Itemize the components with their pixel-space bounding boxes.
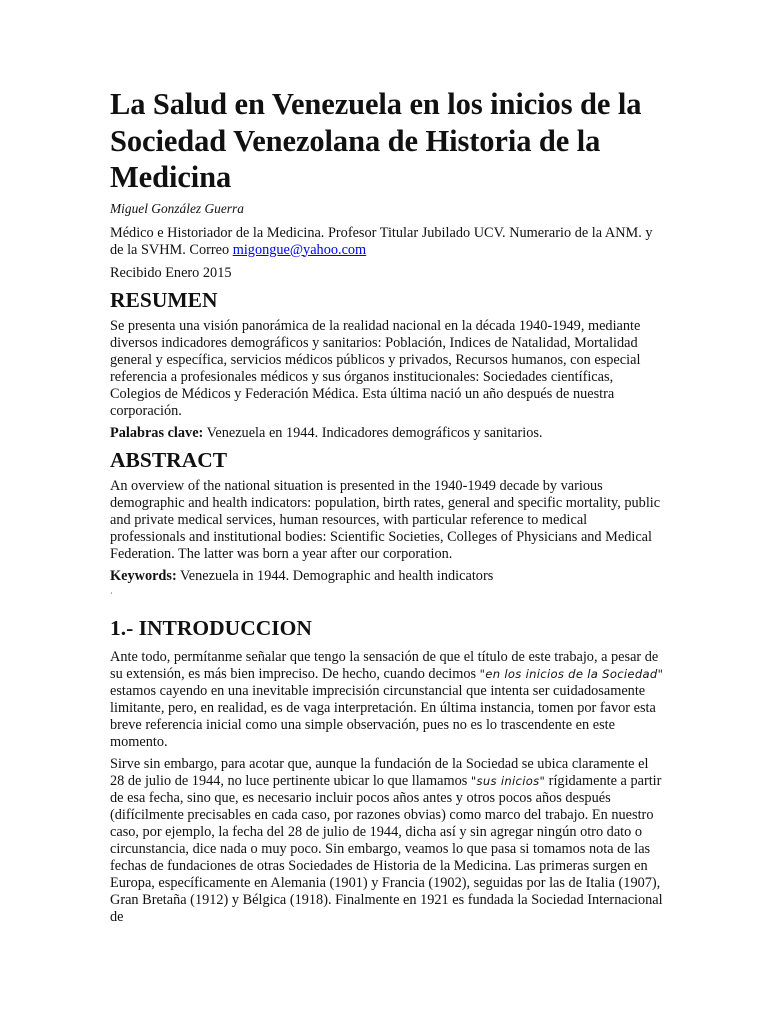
introduccion-heading: 1.- INTRODUCCION: [110, 615, 312, 640]
author-affiliation: [110, 225, 666, 259]
resumen-body: Se presenta una visión panorámica de la realidad nacional en la década 1940-1949, mediante diversos indicadores demográficos y sanitarios: Población, Indices de Natalidad, Mortalidad general y específica, servicios médicos públicos y privados, Recursos humanos, con especial referencia a profesionales médicos y sus órganos institucionales: Sociedades científicas, Colegios de Médicos y Federación Médica. Esta última nació un año después de nuestra corporación.: [110, 317, 641, 419]
resumen-keywords: [110, 425, 666, 442]
introduccion-paragraph-2: [110, 756, 666, 926]
keywords-en: Venezuela in 1944. Demographic and health indicators: [176, 567, 494, 584]
resumen-heading: RESUMEN: [110, 287, 218, 312]
email-link[interactable]: migongue@yahoo.com: [232, 241, 367, 258]
abstract-heading: ABSTRACT: [110, 447, 228, 472]
received-date: Recibido Enero 2015: [110, 264, 232, 281]
p1-text-b: estamos cayendo en una inevitable imprecisión circunstancial que intenta ser cuidadosamente limitante, pero, en realidad, es de vaga interpretación. En última instancia, tomen por favor esta breve referencia inicial como una simple observación, pues no es lo trascendente en este momento.: [110, 682, 656, 750]
introduccion-paragraph-1: [110, 649, 666, 751]
affiliation-text: Médico e Historiador de la Medicina. Profesor Titular Jubilado UCV. Numerario de la ANM. y de la SVHM. Correo: [110, 224, 653, 258]
p2-text-a: Sirve sin embargo, para acotar que, aunque la fundación de la Sociedad se ubica claramente el 28 de julio de 1944, no luce pertinente ubicar lo que llamamos: [110, 755, 649, 789]
p1-text-a: Ante todo, permítanme señalar que tengo la sensación de que el título de este trabajo, a pesar de su extensión, es más bien impreciso. De hecho, cuando decimos: [110, 648, 659, 682]
keywords-label-es: Palabras clave:: [110, 424, 204, 441]
author-name: Miguel González Guerra: [110, 200, 244, 216]
p2-quote: "sus inicios": [470, 773, 546, 788]
stray-mark: ·: [110, 588, 113, 598]
abstract-keywords: [110, 568, 666, 585]
p2-text-b: rígidamente a partir de esa fecha, sino que, es necesario incluir pocos años antes y otros pocos años después (difícilmente precisables en cada caso, por razones obvias) como marco del trabajo. En nuestro caso, por ejemplo, la fecha del 28 de julio de 1944, dicha así y sin agregar ningún otro dato o circunstancia, dice nada o muy poco. Sin embargo, veamos lo que pasa si tomamos nota de las fechas de fundaciones de otras Sociedades de Historia de la Medicina. Las primeras surgen en Europa, específicamente en Alemania (1901) y Francia (1902), seguidas por las de Italia (1907), Gran Bretaña (1912) y Bélgica (1918). Finalmente en 1921 es fundada la Sociedad Internacional de: [110, 772, 663, 925]
article-title: La Salud en Venezuela en los inicios de la Sociedad Venezolana de Historia de la Medicina: [110, 87, 642, 194]
keywords-label-en: Keywords:: [110, 567, 177, 584]
document-page: [110, 86, 666, 931]
abstract-body: An overview of the national situation is presented in the 1940-1949 decade by various demographic and health indicators: population, birth rates, general and specific mortality, public and private medical services, human resources, with particular reference to medical professionals and institutional bodies: Scientific Societies, Colleges of Physicians and Medical Federation. The latter was born a year after our corporation.: [110, 477, 661, 562]
p1-quote: "en los inicios de la Sociedad": [479, 666, 664, 681]
keywords-es: Venezuela en 1944. Indicadores demográficos y sanitarios.: [203, 424, 543, 441]
